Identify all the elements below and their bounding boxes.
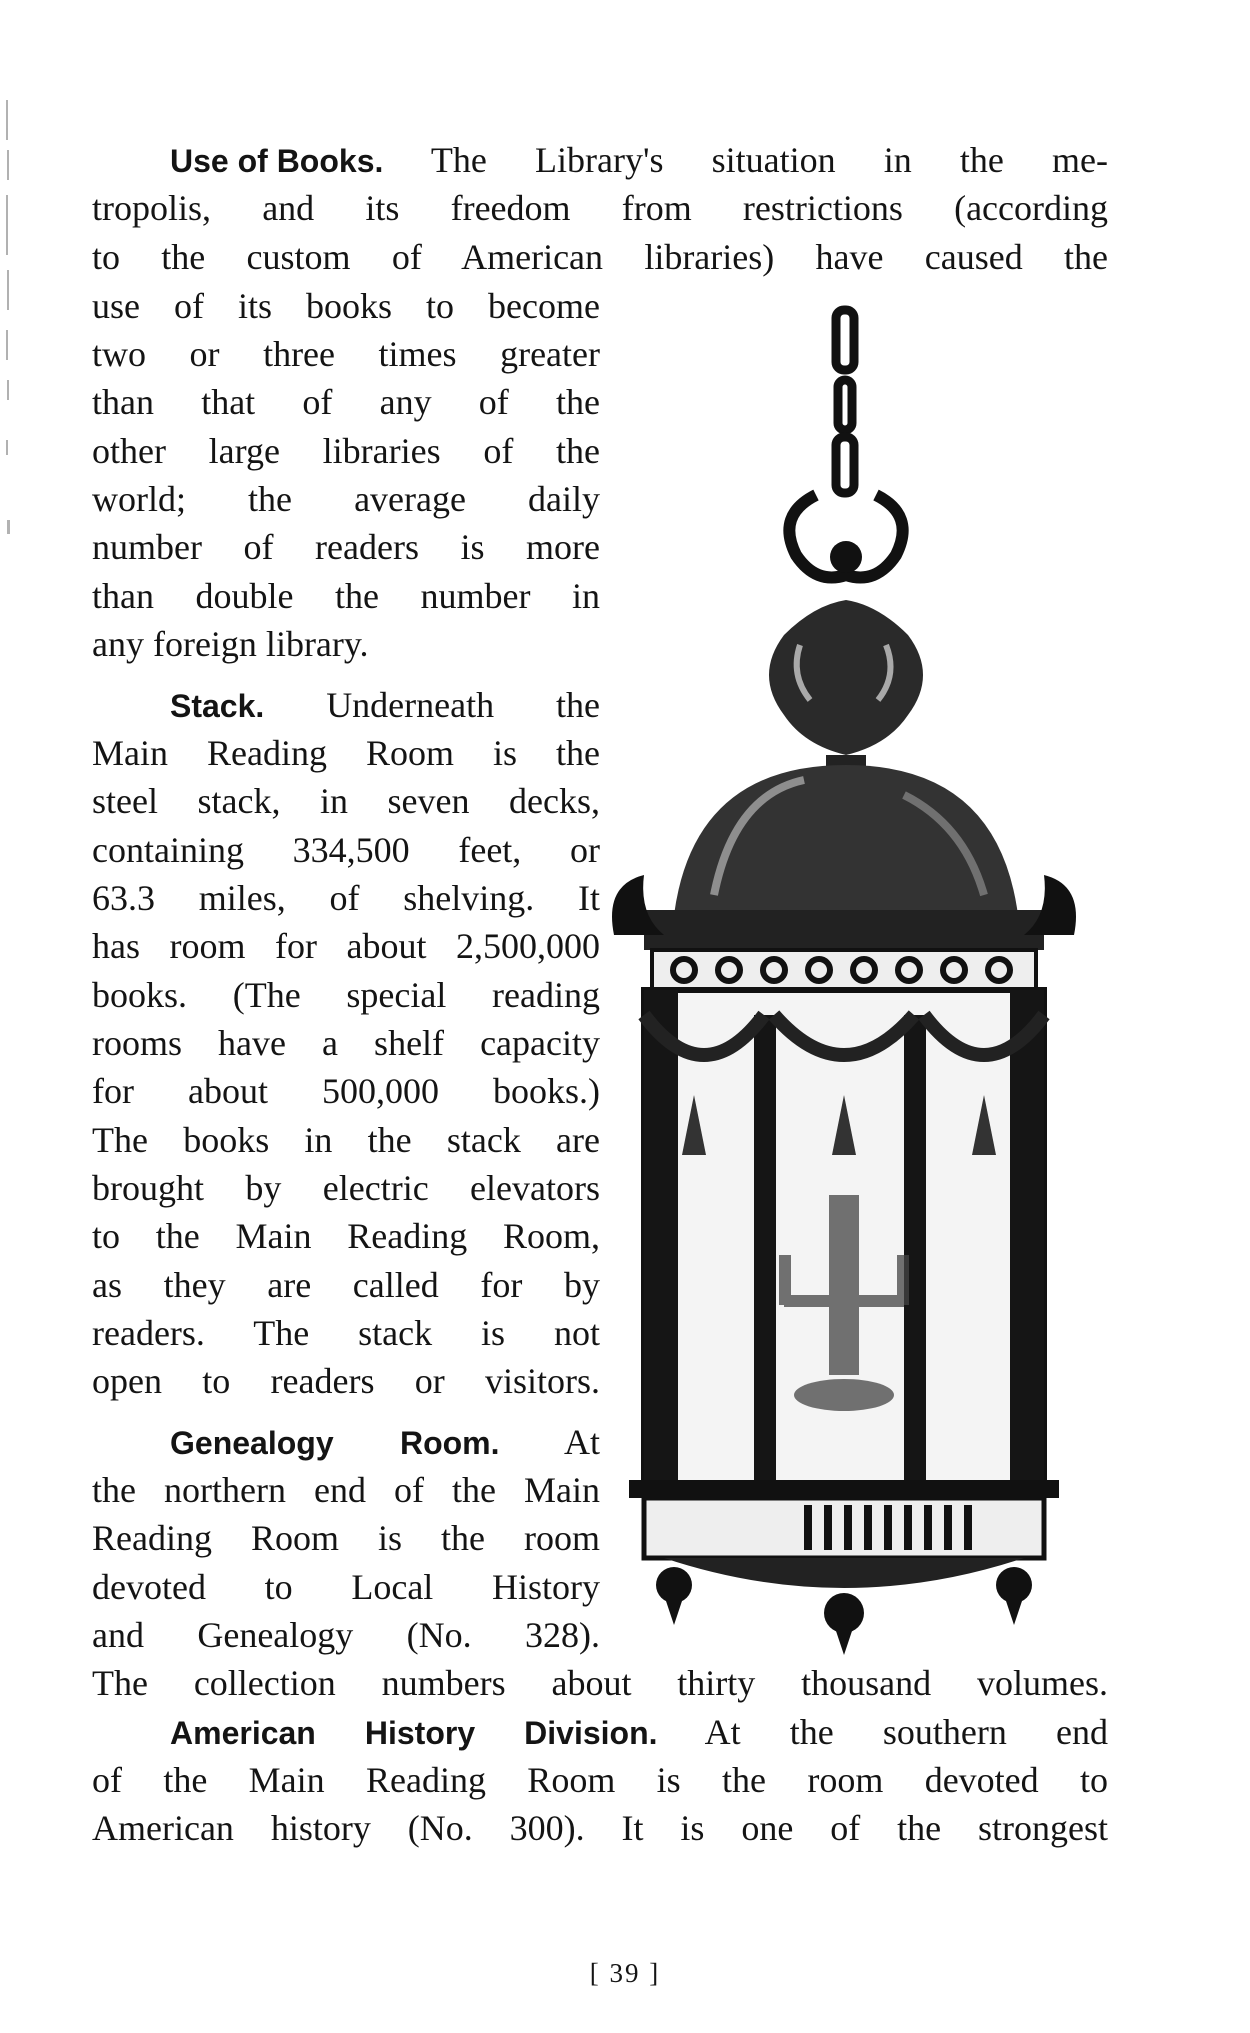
margin-specks <box>0 0 30 560</box>
genealogy-line-4: devoted to Local History <box>92 1567 600 1607</box>
stack-line-15: open to readers or visitors. <box>92 1361 600 1401</box>
use-of-books-line-11: any foreign library. <box>92 624 369 664</box>
stack-line-13: as they are called for by <box>92 1265 600 1305</box>
genealogy-line-2: the northern end of the Main <box>92 1470 600 1510</box>
use-of-books-line-3: to the custom of American libraries) have caused the <box>92 237 1108 277</box>
stack-line-10: The books in the stack are <box>92 1120 600 1160</box>
american-history-heading: American History Division. <box>170 1715 658 1751</box>
page-number: [ 39 ] <box>589 1958 661 1988</box>
use-of-books-line-7: other large libraries of the <box>92 431 600 471</box>
use-of-books-line-10: than double the number in <box>92 576 600 616</box>
stack-line-2: Main Reading Room is the <box>92 733 600 773</box>
stack-line-5: 63.3 miles, of shelving. It <box>92 878 600 918</box>
american-history-line-2: of the Main Reading Room is the room devoted to <box>92 1760 1108 1800</box>
stack-line-14: readers. The stack is not <box>92 1313 600 1353</box>
use-of-books-line-4: use of its books to become <box>92 286 600 326</box>
hanging-lantern-icon <box>604 295 1084 1675</box>
stack-line-3: steel stack, in seven decks, <box>92 781 600 821</box>
genealogy-line-6: The collection numbers about thirty thousand volumes. <box>92 1663 1108 1703</box>
stack-line-7: books. (The special reading <box>92 975 600 1015</box>
stack-line-1: Stack. Underneath the <box>92 681 600 729</box>
genealogy-heading: Genealogy Room. <box>170 1425 500 1461</box>
stack-line-4: containing 334,500 feet, or <box>92 830 600 870</box>
stack-line-12: to the Main Reading Room, <box>92 1216 600 1256</box>
use-of-books-line-5: two or three times greater <box>92 334 600 374</box>
use-of-books-line-8: world; the average daily <box>92 479 600 519</box>
genealogy-line-5: and Genealogy (No. 328). <box>92 1615 600 1655</box>
stack-line-11: brought by electric elevators <box>92 1168 600 1208</box>
american-history-line-3: American history (No. 300). It is one of the strongest <box>92 1808 1108 1848</box>
genealogy-line-1: Genealogy Room. At <box>92 1418 600 1466</box>
use-of-books-line-9: number of readers is more <box>92 527 600 567</box>
american-history-line-1: American History Division. At the southern end <box>92 1708 1108 1756</box>
use-of-books-line-2: tropolis, and its freedom from restrictions (according <box>92 188 1108 228</box>
stack-heading: Stack. <box>170 688 265 724</box>
stack-line-6: has room for about 2,500,000 <box>92 926 600 966</box>
genealogy-line-3: Reading Room is the room <box>92 1518 600 1558</box>
stack-line-9: for about 500,000 books.) <box>92 1071 600 1111</box>
use-of-books-line-1: Use of Books. The Library's situation in the me- <box>92 136 1108 184</box>
use-of-books-line-6: than that of any of the <box>92 382 600 422</box>
stack-line-8: rooms have a shelf capacity <box>92 1023 600 1063</box>
use-of-books-heading: Use of Books. <box>170 143 384 179</box>
